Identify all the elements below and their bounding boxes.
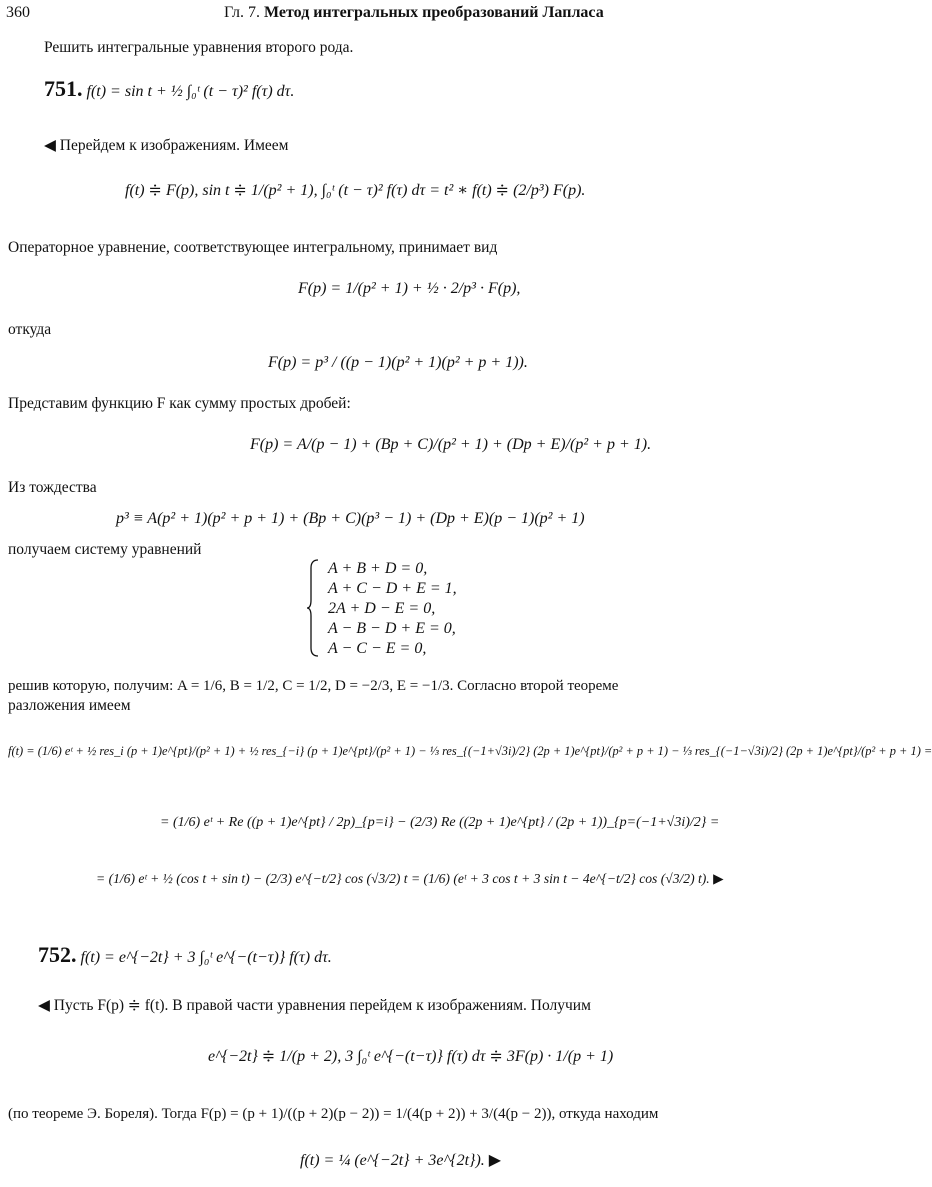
step-text: ◀ Перейдем к изображениям. Имеем — [44, 137, 289, 154]
problem-751 — [44, 78, 294, 103]
intro-text: Решить интегральные уравнения второго рода. — [44, 39, 354, 56]
page-number: 360 — [6, 4, 30, 21]
running-head — [224, 4, 604, 22]
system-row: A − C − E = 0, — [328, 640, 427, 657]
formula-residues-2: = (1/6) eᵗ + Re ((p + 1)e^{pt} / 2p)_{p=i} − (2/3) Re ((2p + 1)e^{pt} / (2p + 1))_{p=(−1+√3i)/2} = — [160, 815, 720, 830]
formula-images-752: e^{−2t} ≑ 1/(p + 2), 3 ∫₀ᵗ e^{−(t−τ)} f(τ) dτ ≑ 3F(p) · 1/(p + 1) — [208, 1048, 614, 1065]
step-text: Представим функцию F как сумму простых дробей: — [8, 395, 351, 412]
formula-images: f(t) ≑ F(p), sin t ≑ 1/(p² + 1), ∫₀ᵗ (t − τ)² f(τ) dτ = t² ∗ f(t) ≑ (2/p³) F(p). — [125, 182, 586, 199]
system-row: A + B + D = 0, — [328, 560, 428, 577]
problem-number: 752. — [38, 942, 77, 967]
step-text: откуда — [8, 321, 52, 338]
solution-text-continued: разложения имеем — [8, 697, 131, 714]
step-text: (по теореме Э. Бореля). Тогда F(p) = (p + 1)/((p + 2)(p − 2)) = 1/(4(p + 2)) + 3/(4(p − 2)), откуда находим — [8, 1106, 659, 1122]
system-row: A + C − D + E = 1, — [328, 580, 457, 597]
problem-equation: f(t) = e^{−2t} + 3 ∫₀ᵗ e^{−(t−τ)} f(τ) dτ. — [80, 949, 332, 966]
problem-equation: f(t) = sin t + ½ ∫₀ᵗ (t − τ)² f(τ) dτ. — [86, 83, 295, 100]
problem-number: 751. — [44, 76, 83, 101]
formula-residues-3: = (1/6) eᵗ + ½ (cos t + sin t) − (2/3) e^{−t/2} cos (√3/2) t = (1/6) (eᵗ + 3 cos t + 3 sin t − 4e^{−t/2} cos (√3/2) t). ▶ — [96, 871, 724, 886]
step-text: получаем систему уравнений — [8, 541, 202, 558]
formula-F: F(p) = p³ / ((p − 1)(p² + 1)(p² + p + 1)). — [268, 354, 528, 371]
problem-752 — [38, 944, 332, 969]
formula-partial-fractions: F(p) = A/(p − 1) + (Bp + C)/(p² + 1) + (Dp + E)/(p² + p + 1). — [250, 436, 652, 453]
system-row: A − B − D + E = 0, — [328, 620, 456, 637]
solution-text: решив которую, получим: A = 1/6, B = 1/2, C = 1/2, D = −2/3, E = −1/3. Согласно второй теореме — [8, 678, 619, 694]
step-text: Из тождества — [8, 479, 97, 496]
formula-operator-equation: F(p) = 1/(p² + 1) + ½ · 2/p³ · F(p), — [298, 280, 521, 297]
chapter-title: Метод интегральных преобразований Лапласа — [264, 4, 604, 21]
step-text: ◀ Пусть F(p) ≑ f(t). В правой части уравнения перейдем к изображениям. Получим — [38, 997, 591, 1014]
formula-answer-752: f(t) = ¼ (e^{−2t} + 3e^{2t}). ▶ — [300, 1152, 502, 1169]
system-brace — [306, 558, 320, 658]
formula-residues-1: f(t) = (1/6) eᵗ + ½ res_i (p + 1)e^{pt}/(p² + 1) + ½ res_{−i} (p + 1)e^{pt}/(p² + 1) − ⅓ res_{(−1+√3i)/2} (2p + 1)e^{pt}/(p² + p + 1) − ⅓ res_{(−1−√3i)/2} (2p + 1)e^{pt}/(p² + p + 1) = — [8, 744, 932, 758]
chapter-label: Гл. 7. — [224, 4, 261, 21]
formula-identity: p³ ≡ A(p² + 1)(p² + p + 1) + (Bp + C)(p³ − 1) + (Dp + E)(p − 1)(p² + 1) — [116, 510, 585, 527]
step-text: Операторное уравнение, соответствующее интегральному, принимает вид — [8, 239, 498, 256]
system-row: 2A + D − E = 0, — [328, 600, 436, 617]
